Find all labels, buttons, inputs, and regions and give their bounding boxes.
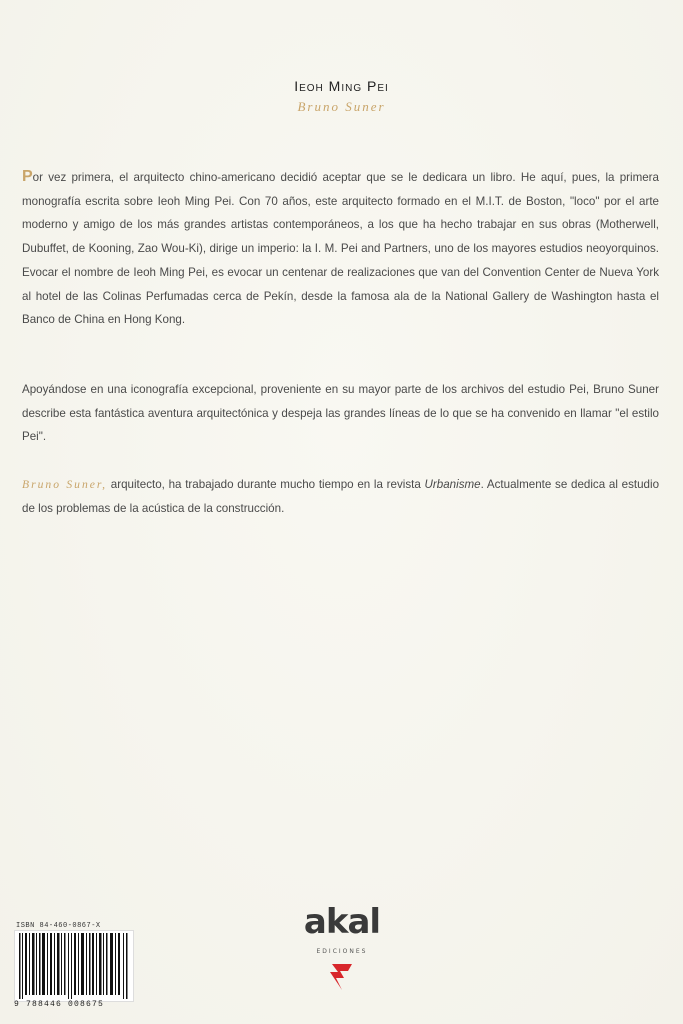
bio-magazine: Urbanisme: [424, 478, 481, 491]
isbn-label: ISBN 84-460-0867-X: [16, 922, 101, 930]
synopsis-paragraph-2: [22, 378, 659, 449]
author-bio: [22, 473, 659, 520]
publisher-emblem-icon: [330, 960, 354, 992]
bio-text-after: . Actualmente se dedica al estudio de los problemas de la acústica de la construcción.: [22, 478, 660, 515]
publisher-logo-text: akal: [303, 902, 381, 942]
bio-text-before: arquitecto, ha trabajado durante mucho tiempo en la revista: [107, 478, 425, 491]
book-author: Bruno Suner: [297, 99, 386, 114]
bio-author-name: Bruno Suner,: [22, 478, 108, 491]
synopsis-paragraph-1: [22, 165, 659, 332]
barcode-digits: 9 788446 008675: [14, 1000, 105, 1009]
synopsis-text-2: Apoyándose en una iconografía excepcional, proveniente en su mayor parte de los archivos del estudio Pei, Bruno Suner describe esta fantástica aventura arquitectónica y despeja las grandes líneas de lo que se ha convenido en llamar "el estilo Pei".: [22, 383, 659, 444]
publisher-logo: [286, 902, 398, 1002]
publisher-logo-sub: EDICIONES: [316, 948, 368, 955]
dropcap-letter: P: [22, 168, 33, 185]
synopsis-text-1: or vez primera, el arquitecto chino-americano decidió aceptar que se le dedicara un libro. He aquí, pues, la primera monografía escrita sobre Ieoh Ming Pei. Con 70 años, este arquitecto formado en el M.I.T. de Boston, "loco" por el arte moderno y amigo de los más grandes artistas contemporáneos, a los que ha hecho trabajar en sus obras (Motherwell, Dubuffet, de Kooning, Zao Wou-Ki), dirige un imperio: la I. M. Pei and Partners, uno de los mayores estudios neoyorquinos. Evocar el nombre de Ieoh Ming Pei, es evocar un centenar de realizaciones que van del Convention Center de Nueva York al hotel de las Colinas Perfumadas cerca de Pekín, desde la famosa ala de la National Gallery de Washington hasta el Banco de China en Hong Kong.: [22, 171, 659, 327]
book-title: Ieoh Ming Pei: [294, 78, 389, 94]
barcode-icon: [14, 930, 134, 1002]
